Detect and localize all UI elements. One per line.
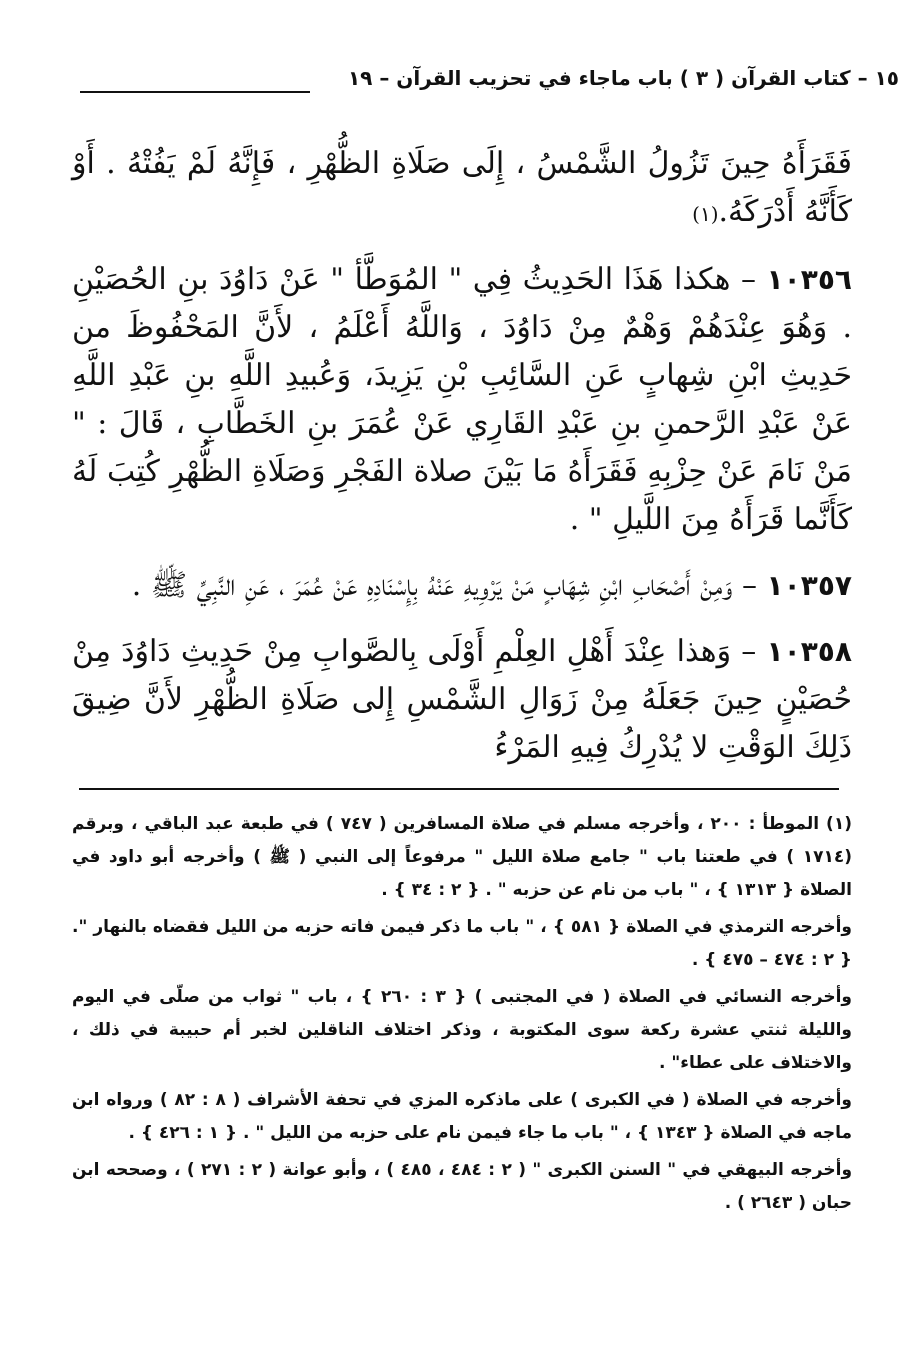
main-text: [72, 140, 852, 790]
footnote-kubra: وأخرجه في الصلاة ( في الكبرى ) على ماذكره المزي في تحفة الأشراف ( ٨ : ٨٢ ) ورواه ابن ماجه في الصلاة { ١٣٤٣ } ، " باب ما جاء فيمن نام على حزبه من الليل " . { ١ : ٤٢٦ } .: [72, 1090, 852, 1143]
paragraph-text: فَقَرَأَهُ حِينَ تَزُولُ الشَّمْسُ ، إِلَى صَلَاةِ الظُّهْرِ ، فَإِنَّهُ لَمْ يَفُتْهُ . أَوْ كَأَنَّهُ أَدْرَكَهُ.: [72, 146, 852, 229]
footnote-nasai: وأخرجه النسائي في الصلاة ( في المجتبى ) { ٣ : ٢٦٠ } ، باب " ثواب من صلّى في اليوم والليلة ثنتي عشرة ركعة سوى المكتوبة ، وذكر اختلاف الناقلين لخبر أم حبيبة في ذلك ، والاختلاف على عطاء" .: [72, 987, 852, 1073]
paragraph-number: ١٠٣٥٨: [766, 635, 852, 668]
footnote-1: (١) الموطأ : ٢٠٠ ، وأخرجه مسلم في صلاة المسافرين ( ٧٤٧ ) في طبعة عبد الباقي ، وبرقم (١٧١٤ ) في طعتنا باب " جامع صلاة الليل " مرفوعاً إلى النبي ( ﷺ ) وأخرجه أبو داود في الصلاة { ١٣١٣ } ، " باب من نام عن حزبه " . { ٢ : ٣٤ } .: [72, 814, 852, 900]
paragraph-text: – وَهذا عِنْدَ أَهْلِ العِلْمِ أَوْلَى بِالصَّوابِ مِنْ حَدِيثِ دَاوُدَ مِنْ حُصَيْنٍ حِينَ جَعَلَهُ مِنْ زَوَالِ الشَّمْسِ إِلى صَلَاةِ الظُّهْرِ لأَنَّ ضِيقَ ذَلِكَ الوَقْتِ لا يُدْرِكُ فِيهِ المَرْءُ: [72, 634, 852, 765]
header-rule: [80, 91, 310, 93]
paragraph-number: ١٠٣٥٧: [766, 569, 852, 602]
paragraph-10356: [72, 256, 852, 544]
paragraph-number: ١٠٣٥٦: [766, 263, 852, 296]
footnote-ref[interactable]: (١): [692, 202, 719, 226]
paragraph-10357: [72, 562, 852, 610]
footnote-bayhaqi: وأخرجه البيهقي في " السنن الكبرى " ( ٢ : ٤٨٤ ، ٤٨٥ ) ، وأبو عوانة ( ٢ : ٢٧١ ) ، وصححه ابن حبان ( ٢٦٤٣ ) .: [72, 1160, 853, 1213]
footnote-separator: [79, 788, 839, 790]
paragraph-text: – هكذا هَذَا الحَدِيثُ فِي " المُوَطَّأ " عَنْ دَاوُدَ بنِ الحُصَيْنِ . وَهُوَ عِنْدَهُمْ وَهْمٌ مِنْ دَاوُدَ ، وَاللَّهُ أَعْلَمُ ، لأَنَّ المَحْفُوظَ من حَدِيثِ ابْنِ شِهابٍ عَنِ السَّائِبِ بْنِ يَزِيدَ، وَعُبيدِ اللَّهِ بنِ عَبْدِ اللَّهِ عَنْ عَبْدِ الرَّحمنِ بنِ عَبْدِ القَارِي عَنْ عُمَرَ بنِ الخَطَّابِ ، قَالَ : " مَنْ نَامَ عَنْ حِزْبِهِ فَقَرَأَهُ مَا بَيْنَ صلاة الفَجْرِ وَصَلَاةِ الظُّهْرِ كُتِبَ لَهُ كَأَنَّما قَرَأَهُ مِنَ اللَّيلِ " .: [72, 262, 852, 537]
paragraph-10358: [72, 628, 852, 772]
paragraph-text: – وَمِنْ أَصْحَابِ ابْنِ شِهَابٍ مَنْ يَرْوِيهِ عَنْهُ بِإِسْنَادِهِ عَنْ عُمَرَ ، عَنِ النَّبِيِّ ﷺ .: [131, 568, 757, 603]
footnote-tirmidhi: وأخرجه الترمذي في الصلاة { ٥٨١ } ، " باب ما ذكر فيمن فاته حزبه من الليل فقضاه بالنهار ". { ٢ : ٤٧٤ – ٤٧٥ } .: [72, 917, 852, 970]
running-header: [80, 58, 899, 98]
footnotes: [72, 808, 852, 1224]
paragraph-continuation: [72, 140, 852, 238]
header-title: ١٥ – كتاب القرآن ( ٣ ) باب ماجاء في تحزيب القرآن – ١٩: [347, 66, 899, 90]
